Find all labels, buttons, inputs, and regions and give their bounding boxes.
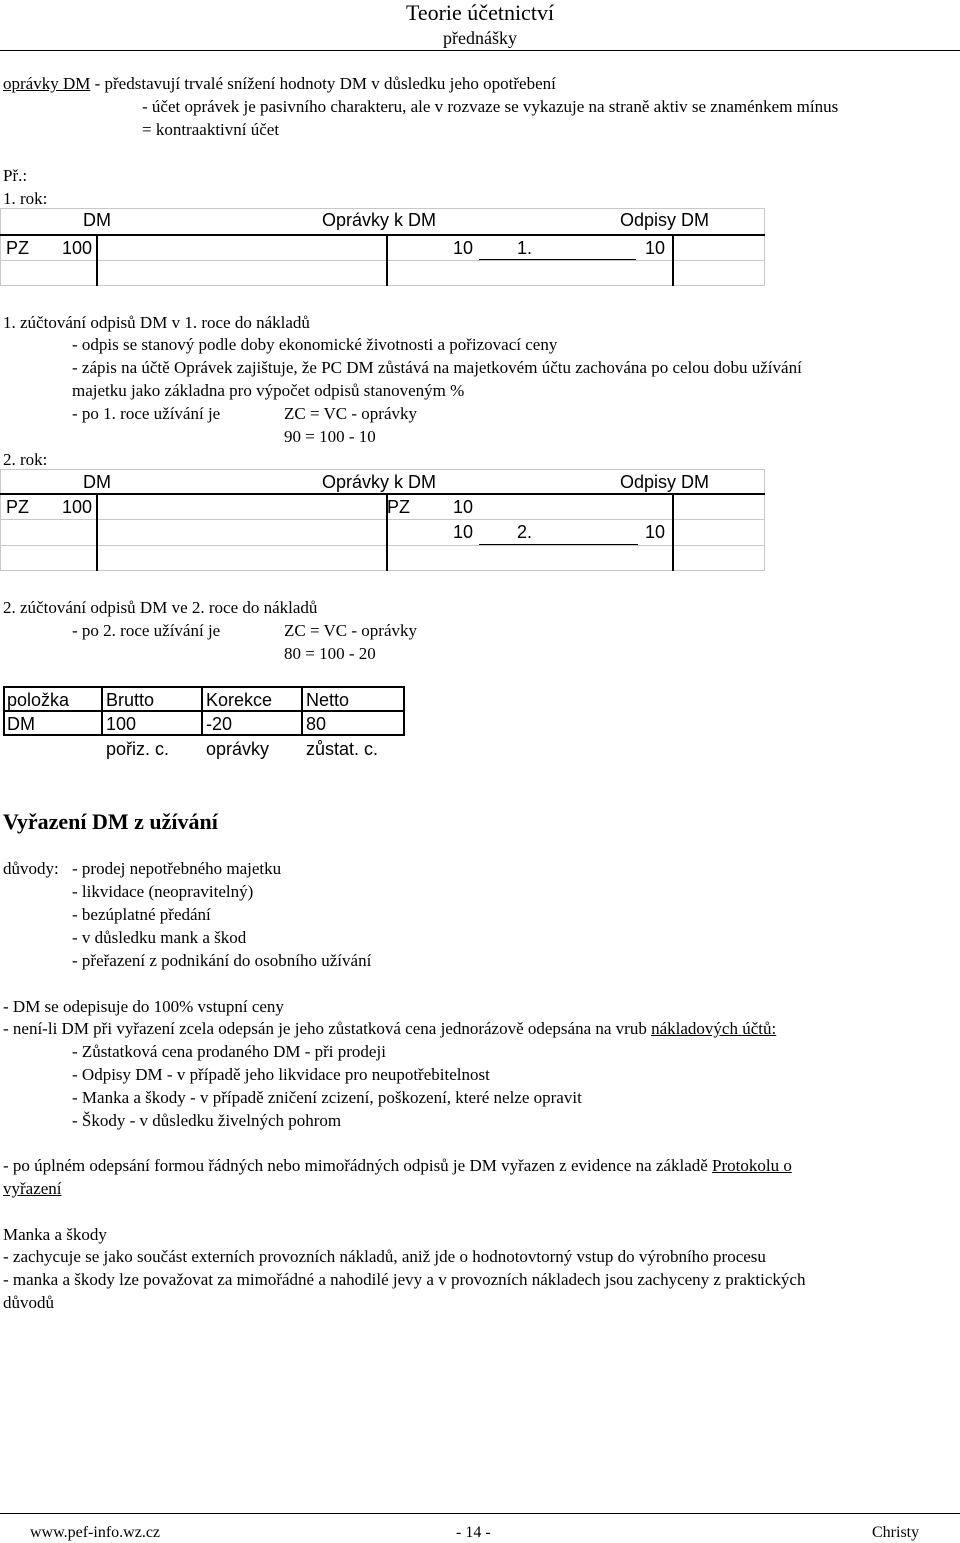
balance-header-korekce: Korekce [206,690,273,710]
manka-line3: důvodů [3,1293,54,1312]
reason-item: - přeřazení z podnikání do osobního užívání [72,951,372,970]
cost-account-item: - Manka a škody - v případě zničení zcizení, poškození, které nelze opravit [72,1088,582,1107]
paragraph-protocol-text: - po úplném odepsání formou řádných nebo mimořádných odpisů je DM vyřazen z evidence na základě [3,1156,713,1175]
step1-title: 1. zúčtování odpisů DM v 1. roce do nákladů [3,313,310,332]
step2-title: 2. zúčtování odpisů DM ve 2. roce do nákladů [3,598,318,617]
step1-bullet1: - odpis se stanový podle doby ekonomické životnosti a pořizovací ceny [72,335,558,354]
reason-item: - prodej nepotřebného majetku [72,859,282,878]
paragraph-protocol [3,1156,792,1176]
cost-account-item: - Zůstatková cena prodaného DM - při prodeji [72,1042,386,1061]
step1-bullet2a: - zápis na účtě Oprávek zajištuje, že PC DM zůstává na majetkovém účtu zachována po celou dobu užívání [72,358,802,377]
t1-step-number: 1. [517,238,533,258]
footer-website: www.pef-info.wz.cz [30,1524,161,1541]
t1-header-opravky: Oprávky k DM [322,210,437,230]
year1-label: 1. rok: [3,189,48,208]
t2-pz-label: PZ [6,497,30,517]
paragraph-residual [3,1019,776,1039]
intro-def1: - představují trvalé snížení hodnoty DM v důsledku jeho opotřebení [90,74,556,93]
example-label: Př.: [3,166,28,185]
year2-label: 2. rok: [3,450,48,469]
cost-account-item: - Škody - v důsledku živelných pohrom [72,1111,342,1130]
reason-item: - likvidace (neopravitelný) [72,882,254,901]
page-subtitle: přednášky [443,28,517,48]
step2-bullet1a: - po 2. roce užívání je [72,621,221,640]
intro-definition [3,74,556,94]
step1-bullet2b: majetku jako základna pro výpočet odpisů stanoveným % [72,381,465,400]
balance-header-brutto: Brutto [106,690,155,710]
paragraph-writeoff: - DM se odepisuje do 100% vstupní ceny [3,997,284,1016]
t2-odpisy-value: 10 [645,522,666,542]
step2-bullet1c: 80 = 100 - 20 [284,644,376,663]
t2-header-odpisy: Odpisy DM [620,472,710,492]
t2-pz-value: 100 [62,497,93,517]
step1-bullet3a: - po 1. roce užívání je [72,404,221,423]
manka-line2: - manka a škody lze považovat za mimořádné a nahodilé jevy a v provozních nákladech jsou zachyceny z praktických [3,1270,806,1289]
t2-header-opravky: Oprávky k DM [322,472,437,492]
t1-header-dm: DM [83,210,111,230]
manka-title: Manka a škody [3,1225,107,1244]
step1-bullet3b: ZC = VC - oprávky [284,404,417,423]
section-heading: Vyřazení DM z užívání [3,809,218,834]
footer-author: Christy [872,1524,920,1541]
reasons-label: důvody: [3,859,59,878]
reason-item: - bezúplatné předání [72,905,211,924]
link-protocol[interactable]: Protokolu o [712,1156,792,1175]
balance-cell-netto: 80 [306,714,327,734]
t1-pz-value: 100 [62,238,93,258]
cost-account-item: - Odpisy DM - v případě jeho likvidace pro neupotřebitelnost [72,1065,490,1084]
manka-line1: - zachycuje se jako součást externích provozních nákladů, aniž jde o hodnotovtorný vstup do výrobního procesu [3,1247,766,1266]
link-cost-accounts[interactable]: nákladových účtů: [651,1019,777,1038]
t2-opravky-pz-label: PZ [387,497,411,517]
balance-header-item: položka [7,690,70,710]
intro-def2: - účet oprávek je pasivního charakteru, ale v rozvaze se vykazuje na straně aktiv se znaménkem mínus [142,97,839,116]
footer-page-number: - 14 - [456,1524,491,1541]
footer-rule [0,1513,960,1514]
balance-cell-korekce: -20 [206,714,233,734]
page-title: Teorie účetnictví [405,0,555,25]
intro-term: oprávky DM [3,74,91,93]
intro-def3: = kontraaktivní účet [142,120,280,139]
t2-opravky-pz-value: 10 [453,497,474,517]
t1-opravky-value: 10 [453,238,474,258]
step1-bullet3c: 90 = 100 - 10 [284,427,376,446]
step2-bullet1b: ZC = VC - oprávky [284,621,417,640]
link-protocol-continued[interactable]: vyřazení [3,1179,62,1198]
t1-header-odpisy: Odpisy DM [620,210,710,230]
balance-header-netto: Netto [306,690,350,710]
balance-note-korekce: oprávky [206,739,270,759]
balance-cell-dm: DM [7,714,35,734]
balance-cell-brutto: 100 [106,714,137,734]
t1-odpisy-value: 10 [645,238,666,258]
balance-note-brutto: pořiz. c. [106,739,170,759]
t1-pz-label: PZ [6,238,30,258]
reason-item: - v důsledku mank a škod [72,928,247,947]
paragraph-residual-text: - není-li DM při vyřazení zcela odepsán je jeho zůstatková cena jednorázově odepsána na vrub [3,1019,652,1038]
balance-note-netto: zůstat. c. [306,739,379,759]
t2-opravky-value: 10 [453,522,474,542]
t2-step-number: 2. [517,522,533,542]
header-rule [0,50,960,51]
t2-header-dm: DM [83,472,111,492]
